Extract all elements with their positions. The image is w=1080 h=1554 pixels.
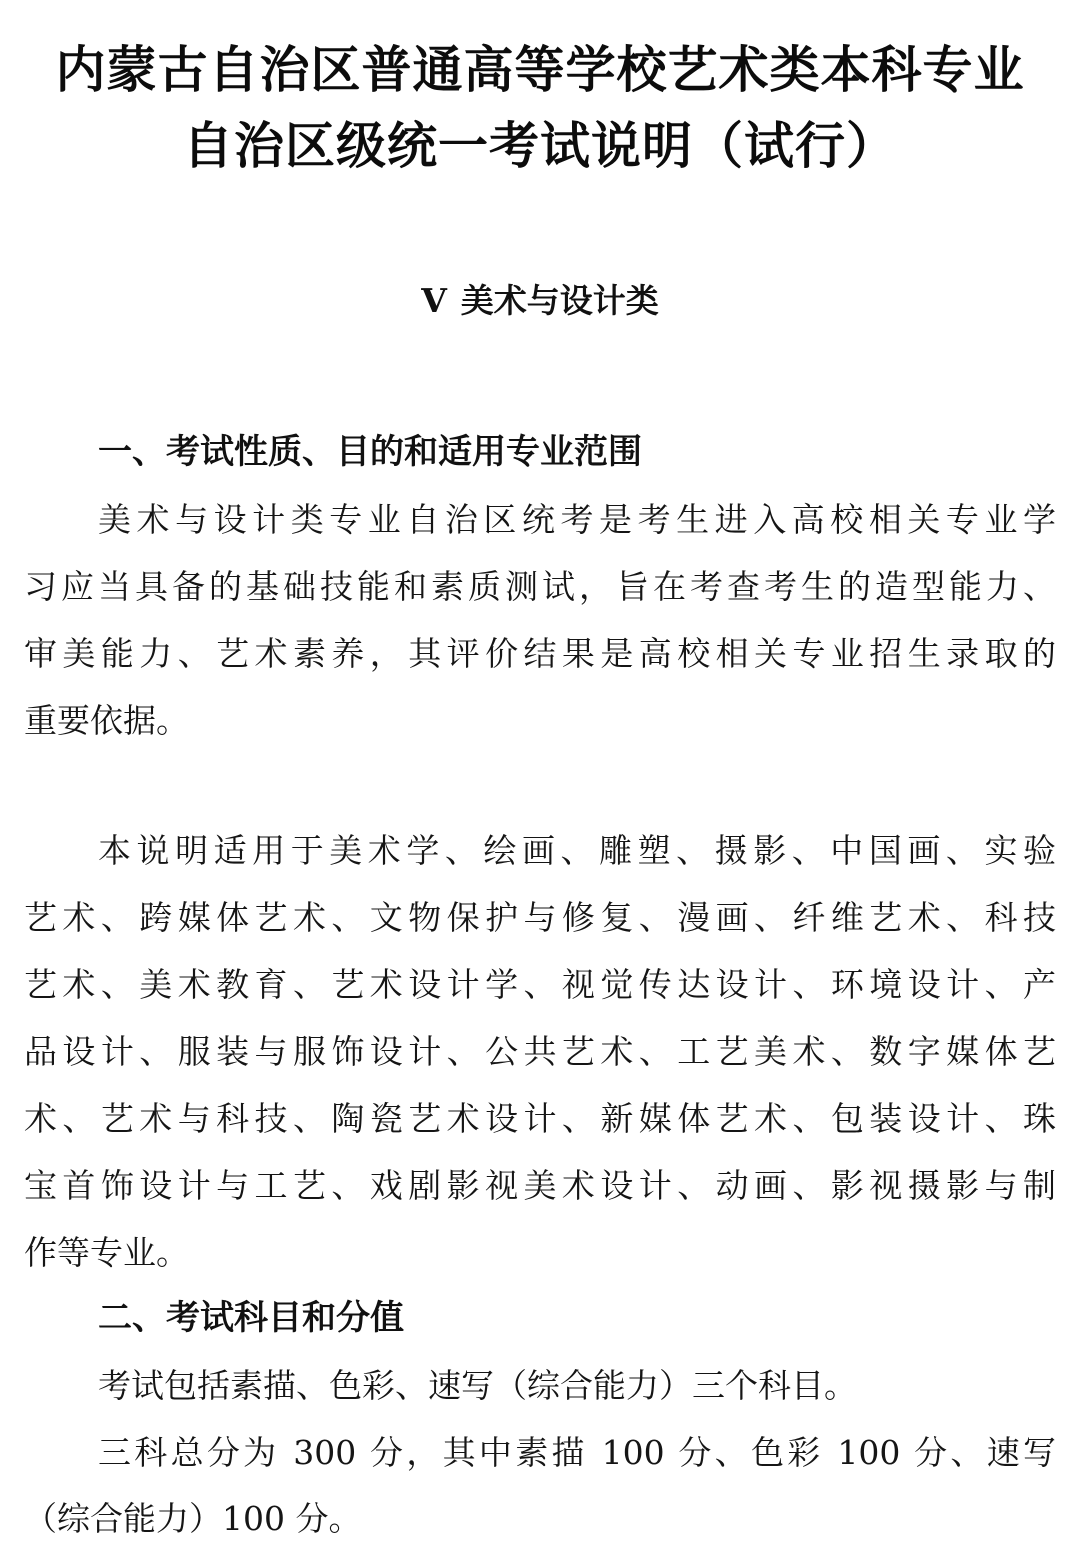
section-2-paragraph-1-line: 考试包括素描、色彩、速写（综合能力）三个科目。 [98,1366,857,1405]
section-2-heading: 二、考试科目和分值 [98,1298,404,1338]
section-1-paragraph-2-line: 作等专业。 [24,1233,189,1272]
category-heading [0,281,1080,321]
section-1-paragraph-1-line: 习应当具备的基础技能和素质测试，旨在考查考生的造型能力、 [24,567,1056,606]
section-1-paragraph-1-line: 审美能力、艺术素养，其评价结果是高校相关专业招生录取的 [24,634,1056,673]
section-1-paragraph-2-line: 本说明适用于美术学、绘画、雕塑、摄影、中国画、实验 [98,831,1056,870]
document-title-line-2: 自治区级统一考试说明（试行） [183,117,897,175]
category-name: 美术与设计类 [460,281,659,320]
section-1-paragraph-2-line: 艺术、美术教育、艺术设计学、视觉传达设计、环境设计、产 [24,965,1056,1004]
section-1-heading: 一、考试性质、目的和适用专业范围 [98,432,642,472]
section-1-paragraph-2-line: 术、艺术与科技、陶瓷艺术设计、新媒体艺术、包装设计、珠 [24,1099,1056,1138]
section-1-paragraph-2-line: 品设计、服装与服饰设计、公共艺术、工艺美术、数字媒体艺 [24,1032,1056,1071]
section-1-paragraph-2-line: 宝首饰设计与工艺、戏剧影视美术设计、动画、影视摄影与制 [24,1166,1056,1205]
section-1-paragraph-1-line: 重要依据。 [24,701,189,740]
category-roman-numeral: V [421,281,447,320]
document-title-line-1: 内蒙古自治区普通高等学校艺术类本科专业 [55,41,1025,99]
section-2-paragraph-2-line: 三科总分为 300 分，其中素描 100 分、色彩 100 分、速写 [98,1433,1056,1472]
section-1-paragraph-1-line: 美术与设计类专业自治区统考是考生进入高校相关专业学 [98,500,1056,539]
section-2-paragraph-2-line: （综合能力）100 分。 [24,1499,362,1538]
section-1-paragraph-2-line: 艺术、跨媒体艺术、文物保护与修复、漫画、纤维艺术、科技 [24,898,1056,937]
